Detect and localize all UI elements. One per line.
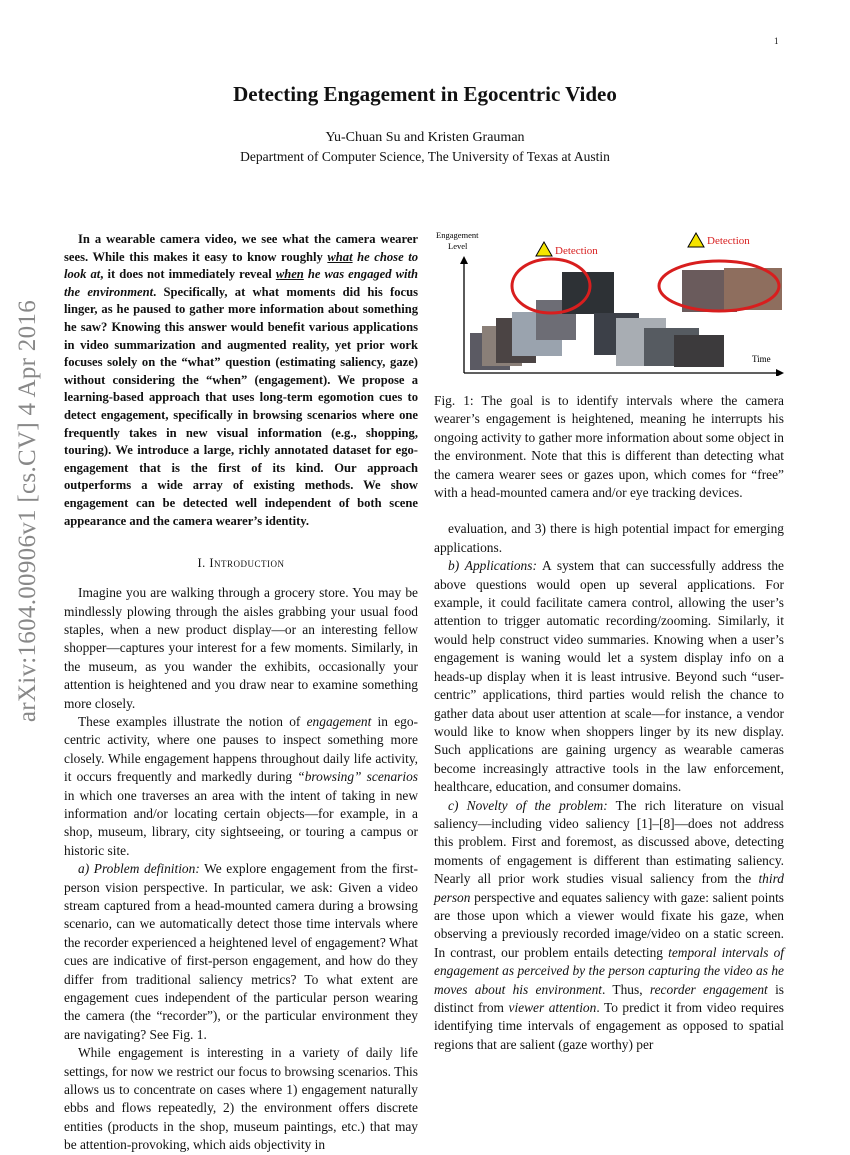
text-run: While engagement is interesting in a variety of daily life settings, for now we restrict our focus to browsing scenarios. This allows us to concentrate on cases where 1) engagement naturally ebbs and flows repeatedly, 2) the environment offers discrete entities (products in the shop, museum paintings, etc.) that may be attention-provoking, which aids objectivity in [64,1045,418,1153]
text-run: he was engaged with the environment [64,267,419,299]
video-frames [470,268,782,370]
paper-title: Detecting Engagement in Egocentric Video [233,82,617,106]
text-run: . Thus, [601,981,650,997]
warning-icon [536,242,552,256]
text-run: is distinct from [434,981,785,1015]
text-run [276,267,304,281]
time-arrow-icon [776,369,784,376]
text-run: , it does not immediately reveal [100,267,276,282]
text-run: engagement [306,713,372,729]
text-run: These examples illustrate the notion of [78,713,307,729]
paragraph [434,520,784,557]
paragraph [434,557,784,796]
figure-1 [434,228,786,376]
text-run: In a wearable camera video, we see what the camera wearer sees. While this makes it easy to know roughly [64,232,418,264]
page-number: 1 [774,36,779,46]
paragraph [64,1044,418,1154]
right-body [434,520,784,1054]
text-run: temporal intervals of engagement as perceived by the person capturing the video as he moves about his environment [434,944,784,997]
text-run: he chose to look at [64,249,419,282]
arxiv-stamp: arXiv:1604.00906v1 [cs.CV] 4 Apr 2016 [14,300,41,723]
warning-icon [688,233,704,247]
paragraph [64,713,418,860]
text-run: Imagine you are walking through a grocery store. You may be mindlessly plowing through the aisles grabbing your usual food staples, when a new product display—or an interesting fellow shopper—captures your interest for a few moments. Similarly, in the museum, as you wander the exhibits, occasionally your attention is heightened and you draw near to examine something more closely. [64,585,418,711]
text-run: A system that can successfully address the above questions would open up several applications. For example, it could facilitate camera control, allowing the user’s attention to trigger automatic recording/zooming. Similarly, it would help construct video summaries. Knowing when a user’s engagement is waning would let a system display info on a heads-up display when it is least intrusive. Beyond such “user-centric” applications, third parties would relish the chance to gather data about user attention at scale—for instance, a vendor would like to know when shoppers linger by its new display. Such applications are gaining urgency as wearable cameras become increasingly attractive tools in the law enforcement, healthcare, education, and consumer domains. [434,558,784,795]
engagement-arrow-icon [460,256,468,264]
authors: Yu-Chuan Su and Kristen Grauman [325,130,525,145]
text-run: viewer attention [508,1000,597,1015]
text-run: We explore engagement from the first-person vision perspective. In particular, we ask: Given a video stream captured from a head-mounted camera during a browsing scenario, can we automatically detect those time intervals where the recorder experienced a heightened level of engagement? What cues are indicative of first-person engagement, and how do they differ from traditional saliency metrics? To what extent are engagement cues independent of the particular person wearing the camera (the “recorder”), or the particular environment they are navigating? See Fig. 1. [64,861,418,1042]
text-run: “browsing” scenarios [297,769,418,785]
text-run: . Specifically, at what moments did his focus linger, as he paused to gather more information about something he saw? Knowing this answer would benefit various applications in video summarization and augmented reality, yet prior work focuses solely on the “what” question (estimating saliency, gaze) without considering the “when” (engagement). We propose a learning-based approach that uses long-term egomotion cues to detect engagement, specifically in browsing scenarios where one frequently takes in new visual information (e.g., shopping, touring). We introduce a large, richly annotated dataset for ego-engagement that is the first of its kind. Our approach outperforms a wide array of existing methods. We show engagement can be detected well independent of both scene appearance and the camera wearer’s identity. [64,284,418,528]
paragraph [434,797,784,1055]
figure-caption [434,392,784,502]
text-run [327,250,352,264]
text-run: third person [434,871,784,905]
underlined-text: when [275,267,304,282]
text-run: recorder engagement [649,981,768,997]
right-column [434,228,784,1054]
y-axis-label: Level [448,241,468,251]
paragraph [64,231,418,530]
text-run: in which one traverses an area with the intent of taking in new information and/or locating certain objects—for example, in a shop, museum, library, city sightseeing, or touring a campus or historic site. [64,787,418,858]
text-run: b) Applications: [448,558,537,574]
x-axis-label: Time [752,354,771,364]
text-run: evaluation, and 3) there is high potential impact for emerging applications. [434,521,784,555]
section-heading: I. Introduction [197,556,285,571]
text-run: Fig. 1: The goal is to identify intervals where the camera wearer’s engagement is heightened, meaning he interrupts his ongoing activity to gather more information about some object in the environment. Note that this is different than detecting what the camera wearer sees or gazes upon, which comes for “free” with a head-mounted camera and/or eye tracking devices. [434,393,784,501]
text-run: . To predict it from video requires identifying time intervals of engagement as opposed to spatial regions that are salient (gaze worthy) per [434,1000,785,1052]
text-run: in ego-centric activity, where one pauses to inspect something more closely. While engagement happens throughout daily life activity, it occurs frequently and markedly during [64,713,419,785]
paragraph [434,392,784,502]
text-run: c) Novelty of the problem: [448,797,608,813]
text-run: perspective and equates saliency with gaze: salient points are those upon which a viewer would fixate his gaze, when observing a previously recorded image/video on a static screen. In contrast, our problem entails detecting [434,889,784,960]
left-column [64,231,418,1155]
text-run: a) Problem definition: [78,861,200,877]
affiliation: Department of Computer Science, The University of Texas at Austin [240,149,610,164]
underlined-text: what [327,249,353,264]
detection-label: Detection [555,245,598,257]
left-body [64,584,418,1155]
detection-label: Detection [707,235,750,247]
abstract [64,231,418,530]
y-axis-label: Engagement [436,230,479,240]
paragraph [64,584,418,713]
text-run: The rich literature on visual saliency—including video saliency [1]–[8]—does not address this problem. First and foremost, as discussed above, detecting moments of engagement is different than estimating saliency. Nearly all prior work studies visual saliency from the [434,797,784,887]
paragraph [64,860,418,1044]
